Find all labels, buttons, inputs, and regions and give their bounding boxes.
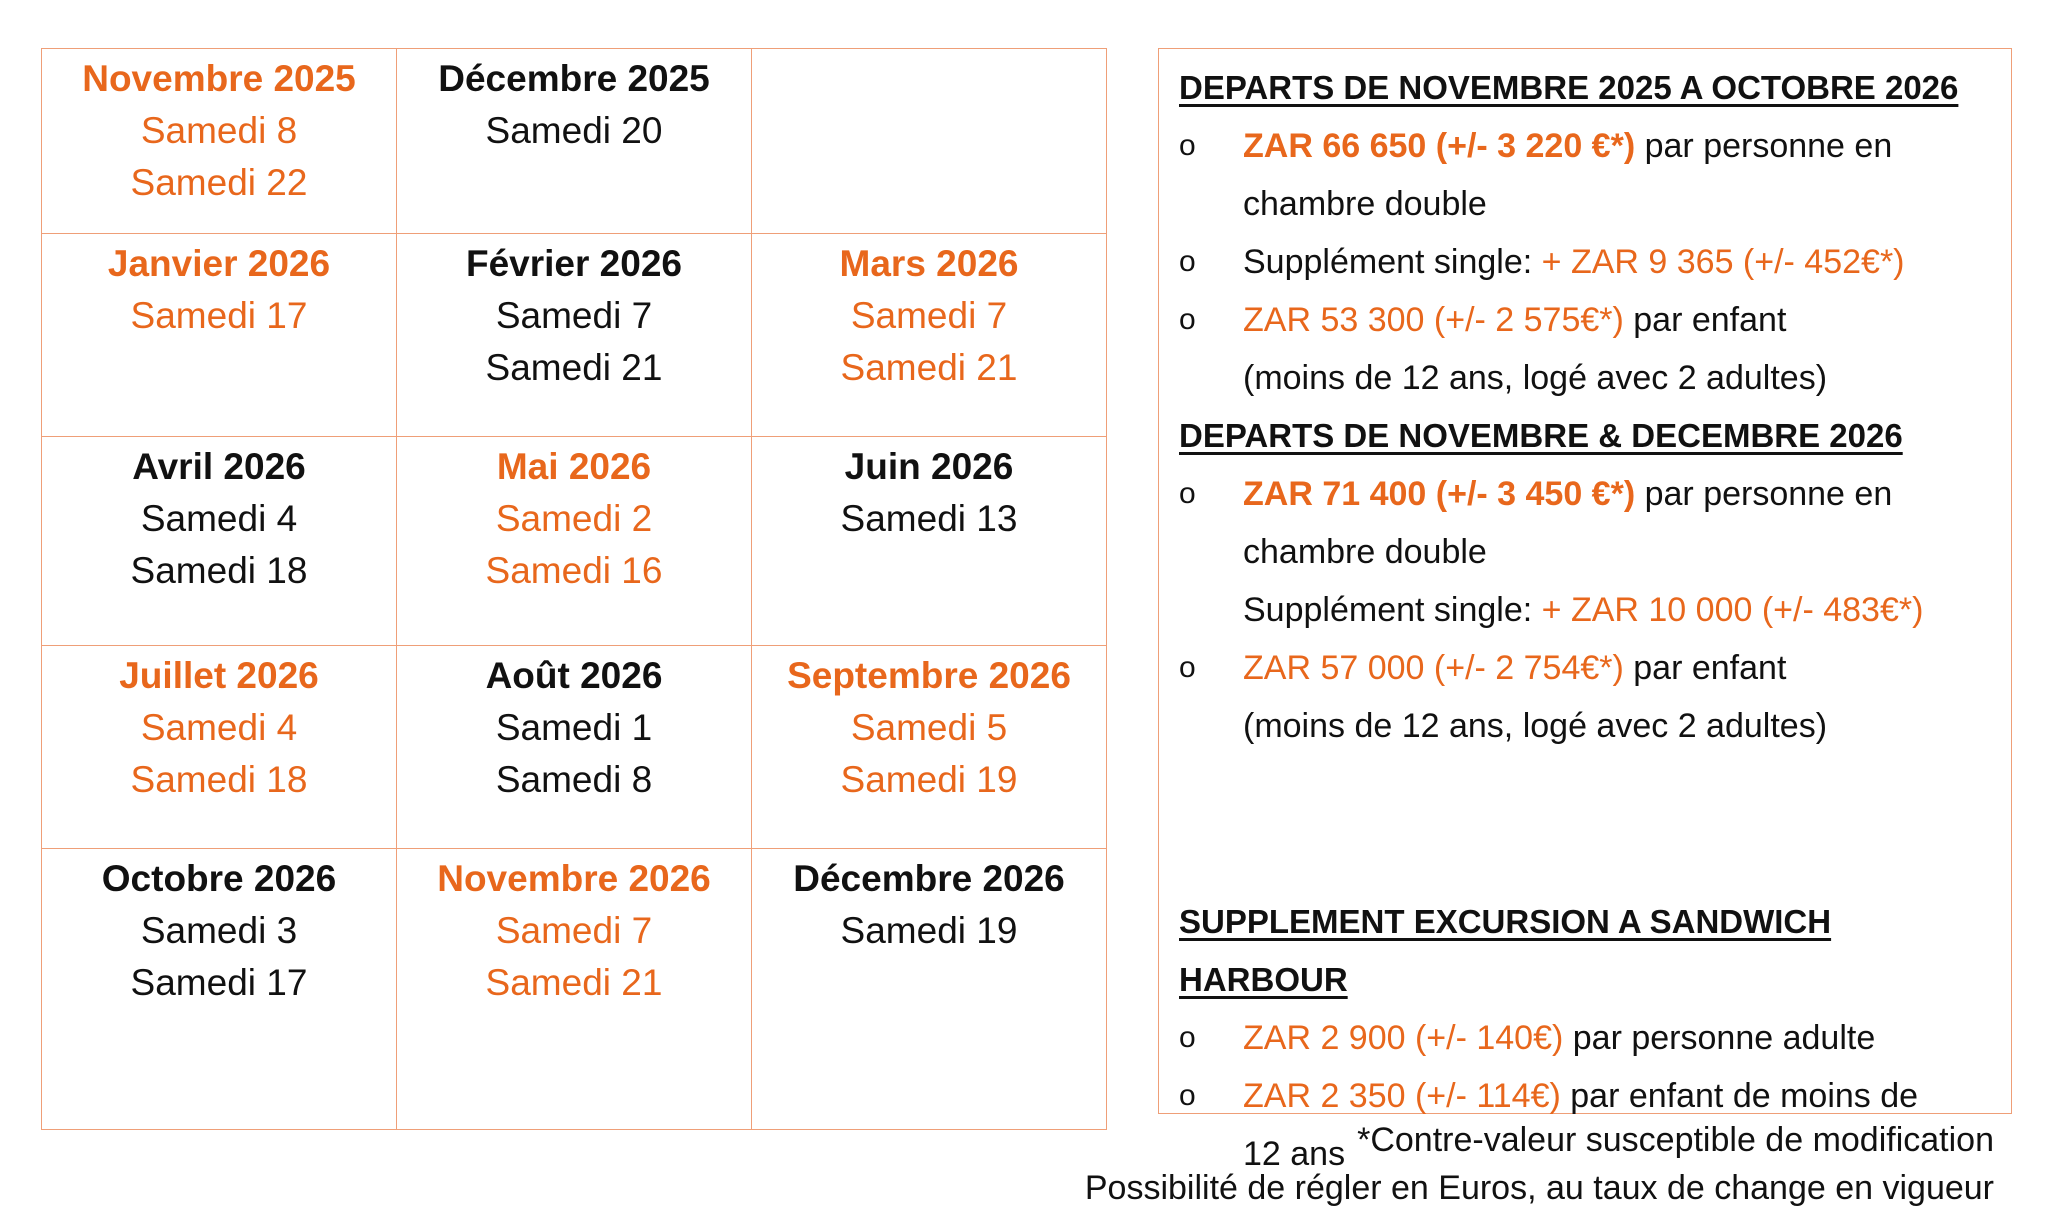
bullet-icon: o — [1179, 129, 1196, 162]
bullet-icon: o — [1179, 1021, 1196, 1054]
departure-date: Samedi 18 — [130, 759, 308, 800]
price-label: par personne en — [1635, 127, 1893, 165]
price-label: par personne adulte — [1563, 1019, 1876, 1057]
month-label: Octobre 2026 — [101, 858, 337, 899]
month-label: Avril 2026 — [132, 446, 306, 487]
month-label: Mars 2026 — [839, 243, 1019, 284]
calendar-cell — [42, 437, 397, 646]
departure-date: Samedi 21 — [485, 962, 663, 1003]
calendar-cell — [752, 437, 1107, 646]
price-value: ZAR 71 400 (+/- 3 450 €*) — [1243, 475, 1636, 513]
departure-date: Samedi 4 — [140, 498, 298, 539]
departure-date: Samedi 7 — [850, 295, 1008, 336]
price-label: Supplément single: — [1243, 591, 1542, 629]
price-label: chambre double — [1243, 185, 1487, 223]
departure-date: Samedi 7 — [495, 295, 653, 336]
bullet-icon: o — [1179, 245, 1196, 278]
footnotes — [1085, 1116, 1994, 1212]
price-child-cont — [1179, 349, 1991, 407]
price-value: ZAR 57 000 (+/- 2 754€*) — [1243, 649, 1624, 687]
calendar-cell — [397, 646, 752, 849]
calendar-cell — [752, 646, 1107, 849]
bullet-icon: o — [1179, 303, 1196, 336]
month-label: Décembre 2025 — [438, 58, 710, 99]
departure-date: Samedi 8 — [140, 110, 298, 151]
calendar-cell — [42, 234, 397, 437]
price-double-room — [1179, 465, 1991, 523]
month-label: Novembre 2026 — [437, 858, 711, 899]
price-label: par enfant — [1623, 649, 1787, 687]
price-child — [1179, 291, 1991, 349]
month-label: Août 2026 — [485, 655, 663, 696]
bullet-icon: o — [1179, 477, 1196, 510]
departure-date: Samedi 13 — [840, 498, 1018, 539]
month-label: Février 2026 — [465, 243, 682, 284]
price-label: Supplément single: — [1243, 243, 1542, 281]
price-value: + ZAR 9 365 (+/- 452€*) — [1541, 243, 1905, 281]
bullet-icon: o — [1179, 1079, 1196, 1112]
price-child — [1179, 639, 1991, 697]
price-adult-excursion — [1179, 1009, 1991, 1067]
month-label: Novembre 2025 — [82, 58, 356, 99]
price-single-supplement — [1179, 581, 1991, 639]
month-label: Juin 2026 — [844, 446, 1014, 487]
price-double-room-cont — [1179, 175, 1991, 233]
month-label: Septembre 2026 — [787, 655, 1071, 696]
price-label: (moins de 12 ans, logé avec 2 adultes) — [1243, 359, 1828, 397]
price-label: par enfant — [1623, 301, 1787, 339]
departure-date: Samedi 20 — [485, 110, 663, 151]
price-label: par enfant de moins de — [1560, 1077, 1919, 1115]
month-label: Décembre 2026 — [793, 858, 1065, 899]
calendar-cell — [752, 49, 1107, 234]
month-label: Mai 2026 — [496, 446, 652, 487]
month-label: Juillet 2026 — [119, 655, 319, 696]
departure-date: Samedi 17 — [130, 295, 308, 336]
month-label: Janvier 2026 — [107, 243, 331, 284]
calendar-cell — [397, 437, 752, 646]
price-value: ZAR 53 300 (+/- 2 575€*) — [1243, 301, 1624, 339]
departure-date: Samedi 17 — [130, 962, 308, 1003]
calendar-row — [42, 234, 1107, 437]
calendar-cell — [397, 49, 752, 234]
price-double-room-cont — [1179, 523, 1991, 581]
footnote-exchange-rate: *Contre-valeur susceptible de modification — [1357, 1121, 1994, 1159]
price-label: par personne en — [1635, 475, 1893, 513]
calendar-row — [42, 646, 1107, 849]
price-value: ZAR 2 350 (+/- 114€) — [1243, 1077, 1561, 1115]
departure-date: Samedi 4 — [140, 707, 298, 748]
price-value: ZAR 66 650 (+/- 3 220 €*) — [1243, 127, 1636, 165]
departure-date: Samedi 8 — [495, 759, 653, 800]
departure-date: Samedi 16 — [485, 550, 663, 591]
calendar-cell — [397, 849, 752, 1130]
departure-date: Samedi 2 — [495, 498, 653, 539]
departure-date: Samedi 22 — [130, 162, 308, 203]
departure-calendar — [41, 48, 1107, 1130]
calendar-cell — [397, 234, 752, 437]
section-title-sandwich-harbour: SUPPLEMENT EXCURSION A SANDWICH HARBOUR — [1179, 903, 1832, 998]
price-value: + ZAR 10 000 (+/- 483€*) — [1541, 591, 1924, 629]
calendar-row — [42, 49, 1107, 234]
bullet-icon: o — [1179, 651, 1196, 684]
section-title-nov-dec-2026: DEPARTS DE NOVEMBRE & DECEMBRE 2026 — [1179, 417, 1903, 454]
calendar-row — [42, 849, 1107, 1130]
price-value: ZAR 2 900 (+/- 140€) — [1243, 1019, 1564, 1057]
price-child-cont — [1179, 697, 1991, 755]
section-title-nov2025-oct2026: DEPARTS DE NOVEMBRE 2025 A OCTOBRE 2026 — [1179, 69, 1959, 106]
calendar-cell — [752, 849, 1107, 1130]
spacer — [1179, 755, 1991, 893]
departure-date: Samedi 18 — [130, 550, 308, 591]
price-label: 12 ans — [1243, 1135, 1346, 1173]
price-label: (moins de 12 ans, logé avec 2 adultes) — [1243, 707, 1828, 745]
calendar-row — [42, 437, 1107, 646]
departure-date: Samedi 21 — [840, 347, 1018, 388]
departure-date: Samedi 7 — [495, 910, 653, 951]
departure-date: Samedi 5 — [850, 707, 1008, 748]
departure-date: Samedi 19 — [840, 759, 1018, 800]
footnote-euro-payment: Possibilité de régler en Euros, au taux de change en vigueur — [1084, 1169, 1994, 1207]
price-double-room — [1179, 117, 1991, 175]
price-label: chambre double — [1243, 533, 1487, 571]
price-single-supplement — [1179, 233, 1991, 291]
calendar-cell — [42, 646, 397, 849]
calendar-cell — [752, 234, 1107, 437]
departure-date: Samedi 3 — [140, 910, 298, 951]
departure-date: Samedi 1 — [495, 707, 653, 748]
calendar-cell — [42, 849, 397, 1130]
calendar-cell — [42, 49, 397, 234]
departure-date: Samedi 19 — [840, 910, 1018, 951]
departure-date: Samedi 21 — [485, 347, 663, 388]
